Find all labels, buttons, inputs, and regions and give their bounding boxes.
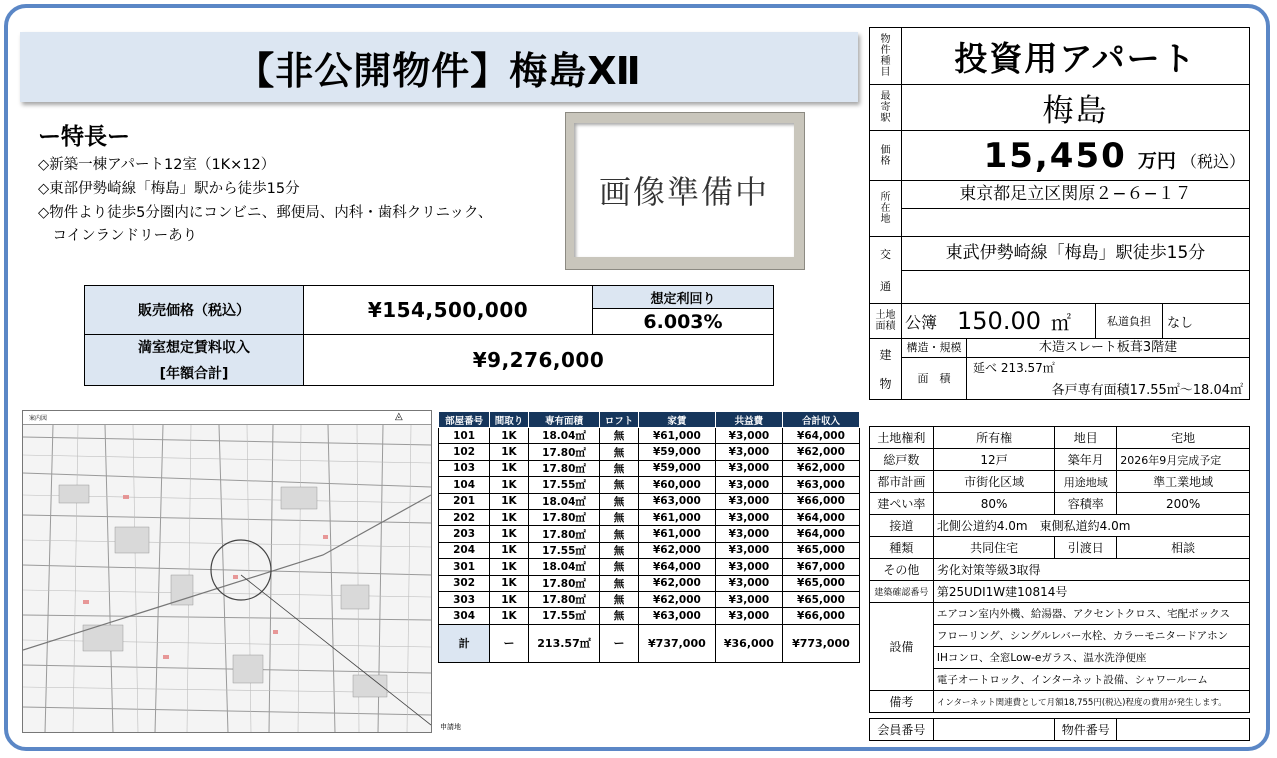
feature-item: ◇新築一棟アパート12室（1K×12）: [38, 157, 276, 173]
unit-cell: ¥3,000: [715, 591, 782, 607]
sale-price-value: ¥154,500,000: [304, 286, 593, 335]
price-unit: 万円: [1137, 149, 1176, 172]
unit-cell: 1K: [490, 575, 529, 591]
station-label-text: 最寄駅: [880, 91, 891, 124]
unit-cell: 1K: [490, 608, 529, 624]
yield-value: 6.003%: [593, 309, 774, 335]
unit-cell: 304: [439, 608, 490, 624]
unit-cell: 無: [600, 493, 639, 509]
unit-cell: 18.04㎡: [528, 493, 599, 509]
bcr-value: 80%: [933, 493, 1054, 515]
unit-cell: 1K: [490, 526, 529, 542]
city-plan-label: 都市計画: [870, 471, 934, 493]
feature-item: ◇東部伊勢崎線「梅島」駅から徒歩15分: [38, 181, 300, 197]
compass-icon: ◬: [395, 411, 403, 422]
equipment-line: フローリング、シングルレバー水栓、カラーモニタードアホン: [933, 625, 1249, 647]
unit-row: [439, 542, 860, 558]
unit-cell: ¥3,000: [715, 608, 782, 624]
land-value: 150.00: [957, 307, 1041, 335]
price-table: [84, 285, 774, 386]
unit-cell: 無: [600, 542, 639, 558]
unit-cell: 無: [600, 591, 639, 607]
area-values: [967, 358, 1249, 399]
handover-label: 引渡日: [1055, 537, 1117, 559]
unit-row: [439, 493, 860, 509]
unit-cell: 1K: [490, 591, 529, 607]
unit-cell: ¥3,000: [715, 460, 782, 476]
unit-cell: 無: [600, 559, 639, 575]
price-label: [870, 131, 902, 181]
unit-cell: 18.04㎡: [528, 428, 599, 444]
unit-cell: 17.55㎡: [528, 477, 599, 493]
property-sheet: [869, 27, 1250, 400]
private-road-value: なし: [1167, 315, 1194, 331]
unit-row: [439, 559, 860, 575]
unit-cell: 104: [439, 477, 490, 493]
far-value: 200%: [1117, 493, 1250, 515]
unit-cell: 203: [439, 526, 490, 542]
unit-cell: 17.80㎡: [528, 575, 599, 591]
far-label: 容積率: [1055, 493, 1117, 515]
area-map: [22, 410, 432, 733]
unit-cell: 1K: [490, 542, 529, 558]
unit-cell: ¥3,000: [715, 444, 782, 460]
unit-cell: 無: [600, 608, 639, 624]
units-header-cell: 合計収入: [782, 412, 859, 428]
unit-cell: ¥64,000: [638, 559, 715, 575]
unit-cell: 1K: [490, 428, 529, 444]
unit-row: [439, 608, 860, 624]
area-label: 面 積: [902, 358, 967, 399]
unit-cell: ¥63,000: [638, 608, 715, 624]
unit-cell: 17.80㎡: [528, 509, 599, 525]
unit-cell: ¥63,000: [638, 493, 715, 509]
zoning-value: 準工業地域: [1117, 471, 1250, 493]
units-header-cell: 部屋番号: [439, 412, 490, 428]
zoning-label: 用途地域: [1055, 471, 1117, 493]
unit-cell: 17.80㎡: [528, 526, 599, 542]
land-unit: ㎡: [1051, 310, 1071, 335]
remarks-label: 備考: [870, 691, 934, 713]
area-units: 各戸専有面積17.55㎡〜18.04㎡: [1051, 383, 1243, 398]
member-no-value: [933, 719, 1054, 741]
income-label-line1: 満室想定賃料収入: [138, 340, 250, 356]
unit-cell: 17.80㎡: [528, 444, 599, 460]
unit-cell: ¥3,000: [715, 477, 782, 493]
unit-cell: 302: [439, 575, 490, 591]
units-total-cell: 213.57㎡: [528, 624, 599, 662]
unit-cell: 18.04㎡: [528, 559, 599, 575]
units-header-cell: 間取り: [490, 412, 529, 428]
unit-cell: ¥3,000: [715, 526, 782, 542]
image-placeholder: [565, 112, 805, 270]
private-road-label: 私道負担: [1095, 304, 1163, 338]
unit-cell: ¥63,000: [782, 477, 859, 493]
property-no-value: [1117, 719, 1250, 741]
yield-label: 想定利回り: [593, 286, 774, 309]
handover-value: 相談: [1117, 537, 1250, 559]
unit-cell: 無: [600, 444, 639, 460]
unit-cell: 無: [600, 526, 639, 542]
city-plan-value: 市街化区域: [933, 471, 1054, 493]
total-units-value: 12戸: [933, 449, 1054, 471]
unit-cell: 102: [439, 444, 490, 460]
unit-row: [439, 509, 860, 525]
unit-cell: ¥62,000: [782, 460, 859, 476]
area-total: 延べ 213.57㎡: [973, 361, 1055, 375]
unit-cell: 202: [439, 509, 490, 525]
confirm-value: 第25UDI1W建10814号: [933, 581, 1249, 603]
land-right-value: 所有権: [933, 427, 1054, 449]
confirm-label: 建築確認番号: [870, 581, 934, 603]
price-label-text: 価格: [880, 144, 891, 167]
address-label: [870, 181, 902, 237]
specs-table: [869, 426, 1250, 741]
member-no-label: 会員番号: [870, 719, 934, 741]
station-value: 梅島: [902, 85, 1250, 131]
unit-cell: ¥59,000: [638, 444, 715, 460]
map-header: [23, 411, 431, 425]
other-value: 劣化対策等級3取得: [933, 559, 1249, 581]
type-value: 投資用アパート: [902, 28, 1250, 85]
feature-item: コインランドリーあり: [38, 228, 198, 244]
unit-cell: 1K: [490, 493, 529, 509]
units-header-cell: 専有面積: [528, 412, 599, 428]
unit-cell: 1K: [490, 444, 529, 460]
units-total-cell: ー: [490, 624, 529, 662]
chimoku-label: 地目: [1055, 427, 1117, 449]
income-label: [85, 335, 304, 386]
unit-cell: 無: [600, 509, 639, 525]
built-value: 2026年9月完成予定: [1117, 449, 1250, 471]
unit-cell: 201: [439, 493, 490, 509]
units-total-cell: ¥773,000: [782, 624, 859, 662]
unit-cell: ¥65,000: [782, 575, 859, 591]
map-title: 案内図: [29, 415, 48, 422]
units-total-cell: ¥737,000: [638, 624, 715, 662]
units-total-row: [439, 624, 860, 662]
unit-cell: ¥3,000: [715, 559, 782, 575]
unit-cell: 17.55㎡: [528, 542, 599, 558]
unit-row: [439, 477, 860, 493]
price-tax: （税込）: [1180, 151, 1245, 171]
units-header-row: [439, 412, 860, 428]
equipment-label: 設備: [870, 603, 934, 691]
features-heading: ー特長ー: [38, 124, 130, 150]
image-placeholder-label: 画像準備中: [574, 123, 794, 257]
unit-cell: 17.80㎡: [528, 460, 599, 476]
units-total-cell: ー: [600, 624, 639, 662]
unit-row: [439, 591, 860, 607]
unit-cell: 17.55㎡: [528, 608, 599, 624]
unit-row: [439, 526, 860, 542]
building-label-1: 建: [879, 347, 892, 362]
unit-cell: ¥66,000: [782, 493, 859, 509]
address-value: 東京都足立区関原２−６−１７: [902, 181, 1249, 209]
unit-cell: 17.80㎡: [528, 591, 599, 607]
sale-price-label: 販売価格（税込）: [85, 286, 304, 335]
map-caption: 申請地: [440, 723, 461, 731]
unit-cell: 1K: [490, 477, 529, 493]
road-value: 北側公道約4.0m 東側私道約4.0m: [933, 515, 1249, 537]
unit-cell: ¥64,000: [782, 428, 859, 444]
unit-row: [439, 444, 860, 460]
unit-cell: 1K: [490, 559, 529, 575]
unit-cell: ¥60,000: [638, 477, 715, 493]
map-graphic: [23, 425, 431, 733]
unit-cell: 204: [439, 542, 490, 558]
units-total-cell: 計: [439, 624, 490, 662]
structure-value: 木造スレート板葺3階建: [1038, 340, 1178, 355]
built-label: 築年月: [1055, 449, 1117, 471]
unit-cell: ¥62,000: [782, 444, 859, 460]
page-title: 【非公開物件】梅島Ⅻ: [20, 32, 858, 102]
income-label-line2: [年額合計]: [159, 366, 229, 382]
unit-cell: ¥65,000: [782, 542, 859, 558]
access-label-1: 交: [880, 247, 891, 261]
units-total-cell: ¥36,000: [715, 624, 782, 662]
property-no-label: 物件番号: [1055, 719, 1117, 741]
income-value: ¥9,276,000: [304, 335, 774, 386]
unit-cell: ¥65,000: [782, 591, 859, 607]
price-cell: [902, 131, 1250, 181]
unit-row: [439, 428, 860, 444]
unit-cell: ¥59,000: [638, 460, 715, 476]
unit-cell: ¥3,000: [715, 509, 782, 525]
unit-cell: 無: [600, 477, 639, 493]
building-label: [870, 339, 902, 400]
access-value: 東武伊勢崎線「梅島」駅徒歩15分: [902, 237, 1249, 271]
unit-cell: 301: [439, 559, 490, 575]
unit-cell: ¥61,000: [638, 428, 715, 444]
unit-cell: ¥64,000: [782, 526, 859, 542]
unit-cell: ¥62,000: [638, 542, 715, 558]
unit-cell: ¥64,000: [782, 509, 859, 525]
building-label-2: 物: [879, 376, 892, 391]
address-label-text: 所在地: [880, 192, 891, 225]
structure-label: 構造・規模: [902, 339, 967, 357]
address-cell: [902, 181, 1250, 237]
equipment-line: エアコン室内外機、給湯器、アクセントクロス、宅配ボックス: [933, 603, 1249, 625]
units-header-cell: 共益費: [715, 412, 782, 428]
unit-cell: 101: [439, 428, 490, 444]
unit-cell: 103: [439, 460, 490, 476]
equipment-line: IHコンロ、全窓Low-eガラス、温水洗浄便座: [933, 647, 1249, 669]
kind-label: 種類: [870, 537, 934, 559]
units-header-cell: ロフト: [600, 412, 639, 428]
type-label-text: 物件種目: [880, 34, 891, 78]
land-right-label: 土地権利: [870, 427, 934, 449]
access-cell: [902, 237, 1250, 304]
total-units-label: 総戸数: [870, 449, 934, 471]
building-cell: [902, 339, 1250, 400]
station-label: [870, 85, 902, 131]
unit-cell: ¥61,000: [638, 509, 715, 525]
unit-cell: ¥3,000: [715, 542, 782, 558]
type-label: [870, 28, 902, 85]
unit-cell: ¥66,000: [782, 608, 859, 624]
land-label-text: 土地面積: [875, 310, 896, 332]
access-label: [870, 237, 902, 304]
land-label: [870, 304, 902, 339]
kind-value: 共同住宅: [933, 537, 1054, 559]
units-header-cell: 家賃: [638, 412, 715, 428]
access-label-2: 通: [880, 279, 891, 293]
unit-cell: 無: [600, 575, 639, 591]
unit-cell: ¥62,000: [638, 591, 715, 607]
chimoku-value: 宅地: [1117, 427, 1250, 449]
unit-cell: ¥61,000: [638, 526, 715, 542]
remarks-value: インターネット関連費として月額18,755円(税込)程度の費用が発生します。: [933, 691, 1249, 713]
bcr-label: 建ぺい率: [870, 493, 934, 515]
unit-cell: ¥67,000: [782, 559, 859, 575]
other-label: その他: [870, 559, 934, 581]
unit-cell: ¥3,000: [715, 428, 782, 444]
feature-item: ◇物件より徒歩5分圏内にコンビニ、郵便局、内科・歯科クリニック、: [38, 205, 493, 221]
unit-cell: 1K: [490, 460, 529, 476]
land-basis: 公簿: [905, 312, 938, 332]
unit-cell: 無: [600, 460, 639, 476]
units-table: [438, 411, 860, 663]
unit-cell: ¥3,000: [715, 493, 782, 509]
unit-cell: 無: [600, 428, 639, 444]
land-cell: [902, 304, 1250, 339]
road-label: 接道: [870, 515, 934, 537]
price-value: 15,450: [983, 135, 1127, 176]
unit-row: [439, 575, 860, 591]
equipment-line: 電子オートロック、インターネット設備、シャワールーム: [933, 669, 1249, 691]
unit-cell: ¥62,000: [638, 575, 715, 591]
unit-cell: ¥3,000: [715, 575, 782, 591]
unit-row: [439, 460, 860, 476]
unit-cell: 1K: [490, 509, 529, 525]
unit-cell: 303: [439, 591, 490, 607]
